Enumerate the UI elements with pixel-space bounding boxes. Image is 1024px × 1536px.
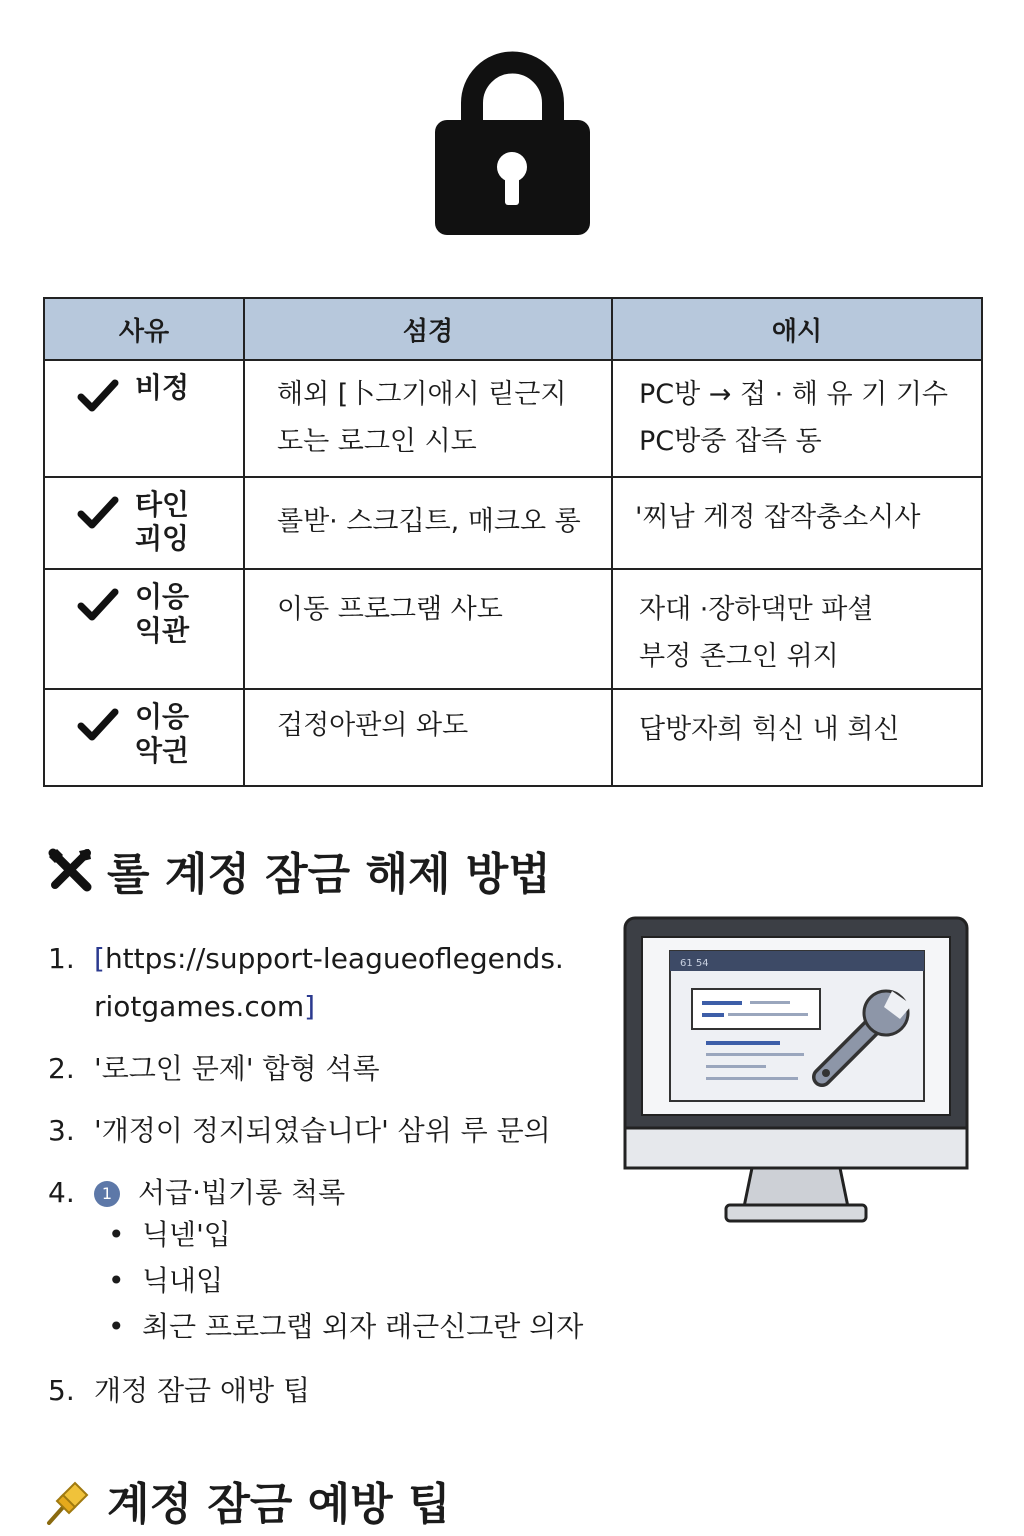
table-row xyxy=(44,569,982,689)
lock-icon xyxy=(430,45,595,240)
section-heading-prevention xyxy=(45,1468,450,1532)
pushpin-icon xyxy=(45,1475,95,1525)
list-item: • 닉넫'입 xyxy=(108,1218,231,1251)
unlock-steps-list xyxy=(48,935,608,1429)
table-row xyxy=(44,477,982,569)
reason-label: 이응 익관 xyxy=(135,580,190,647)
number-badge: 1 xyxy=(94,1181,120,1207)
list-item: 4. 1 서급·빕기롱 척록 xyxy=(48,1176,346,1209)
list-item: • 최근 프로그랩 외자 래근신그란 의자 xyxy=(108,1310,584,1343)
table-row xyxy=(44,689,982,786)
list-item: • 닉내입 xyxy=(108,1264,224,1297)
check-icon xyxy=(77,375,119,415)
reasons-table xyxy=(43,297,983,787)
sub-list xyxy=(108,1212,583,1350)
example-cell: 답방자희 힉신 내 희신 xyxy=(612,689,982,786)
tools-icon xyxy=(45,845,95,895)
example-cell: 자대 ·장하댁만 파셜 부정 존그인 위지 xyxy=(612,569,982,689)
reason-label: 이응 악긘 xyxy=(135,700,190,767)
section-title: 계정 잠금 예방 팁 xyxy=(107,1479,451,1530)
check-icon xyxy=(77,704,119,744)
list-item: 1. [https://support-leagueoflegends. riotgames.com] xyxy=(48,935,608,1031)
list-item: 3. '개정이 정지되였습니다' 삼위 루 문의 xyxy=(48,1114,551,1147)
header-example: 애시 xyxy=(612,298,982,360)
table-header-row xyxy=(44,298,982,360)
check-icon xyxy=(77,584,119,624)
support-link[interactable]: [https://support-leagueoflegends. riotgames.com] xyxy=(94,942,564,1023)
section-heading-unlock xyxy=(45,838,551,902)
header-reason: 사유 xyxy=(44,298,244,360)
header-description: 섬경 xyxy=(244,298,612,360)
table-row xyxy=(44,360,982,477)
description-cell: 겁정아판의 와도 xyxy=(244,689,612,786)
section-title: 롤 계정 잠금 해제 방법 xyxy=(107,849,551,900)
list-item: 5. 개정 잠금 애방 팁 xyxy=(48,1374,311,1407)
example-cell: PC방 → 접 · 해 유 기 기수 PC방중 잡즉 동 xyxy=(612,360,982,477)
example-cell: '찌남 게정 잡작충소시사 xyxy=(612,477,982,569)
monitor-wrench-illustration xyxy=(622,915,970,1227)
description-cell: 롤받· 스크깁트, 매크오 롱 xyxy=(244,477,612,569)
check-icon xyxy=(77,492,119,532)
reason-label: 타인 괴잉 xyxy=(135,488,190,555)
reason-label: 비정 xyxy=(135,371,190,404)
description-cell: 이동 프로그램 사도 xyxy=(244,569,612,689)
window-title-text: 61 54 xyxy=(680,958,709,969)
description-cell: 해외 [卜그기애시 릳근지 도는 로그인 시도 xyxy=(244,360,612,477)
list-item: 2. '로그인 문제' 합형 석록 xyxy=(48,1052,380,1085)
